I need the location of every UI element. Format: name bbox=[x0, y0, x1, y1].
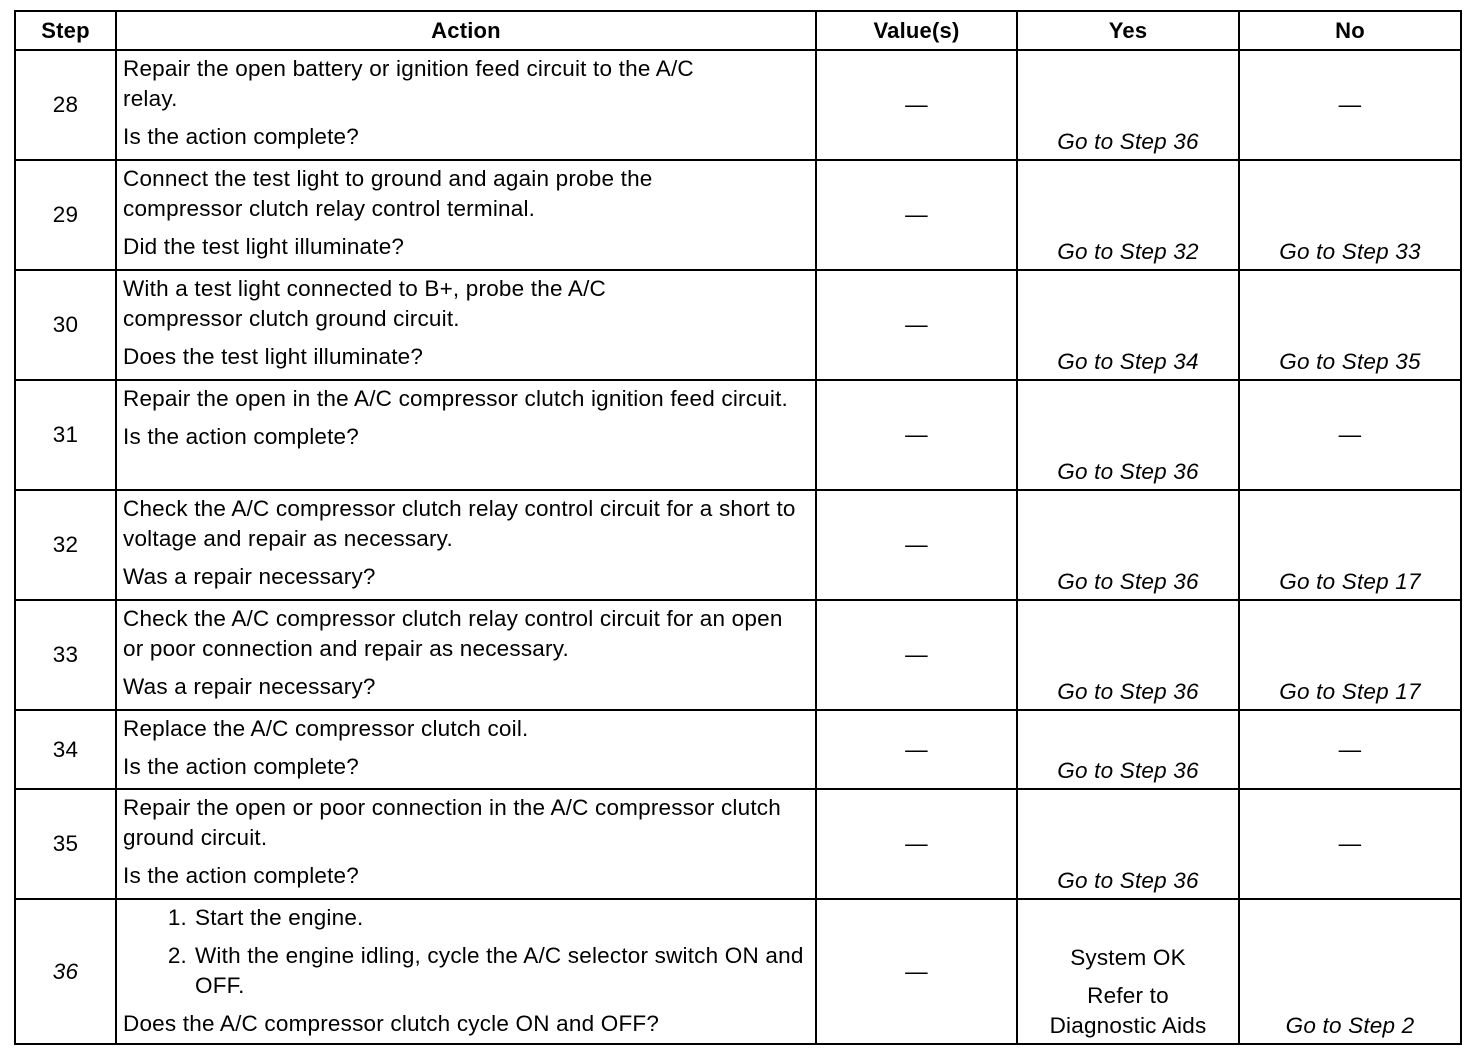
step-number: 36 bbox=[15, 899, 116, 1044]
action-text: Connect the test light to ground and again probe the compressor clutch relay control terminal. bbox=[123, 166, 653, 221]
action-cell bbox=[116, 50, 816, 160]
step-number: 30 bbox=[15, 270, 116, 380]
no-cell: — bbox=[1239, 789, 1461, 899]
action-text: With a test light connected to B+, probe the A/C compressor clutch ground circuit. bbox=[123, 276, 607, 331]
action-text: Check the A/C compressor clutch relay control circuit for an open or poor connection and repair as necessary. bbox=[123, 606, 783, 661]
no-cell: Go to Step 33 bbox=[1239, 160, 1461, 270]
value-cell: — bbox=[816, 490, 1017, 600]
no-cell: — bbox=[1239, 380, 1461, 490]
table-row bbox=[15, 899, 1461, 1044]
yes-line-1: System OK bbox=[1070, 945, 1186, 970]
no-cell: Go to Step 35 bbox=[1239, 270, 1461, 380]
action-question: Was a repair necessary? bbox=[123, 564, 376, 589]
yes-cell bbox=[1017, 899, 1239, 1044]
action-cell bbox=[116, 789, 816, 899]
diagnostic-table bbox=[14, 10, 1462, 1045]
header-step: Step bbox=[15, 11, 116, 50]
no-cell: — bbox=[1239, 710, 1461, 789]
action-question: Is the action complete? bbox=[123, 124, 359, 149]
list-item-number: 2. bbox=[167, 943, 187, 968]
step-number: 29 bbox=[15, 160, 116, 270]
step-number: 34 bbox=[15, 710, 116, 789]
action-question: Is the action complete? bbox=[123, 424, 359, 449]
table-row bbox=[15, 50, 1461, 160]
header-yes: Yes bbox=[1017, 11, 1239, 50]
value-cell: — bbox=[816, 710, 1017, 789]
action-text: Repair the open or poor connection in the A/C compressor clutch ground circuit. bbox=[123, 795, 781, 850]
step-number: 28 bbox=[15, 50, 116, 160]
table-row bbox=[15, 789, 1461, 899]
yes-cell: Go to Step 36 bbox=[1017, 50, 1239, 160]
action-text: Repair the open battery or ignition feed circuit to the A/C relay. bbox=[123, 56, 694, 111]
table-row bbox=[15, 710, 1461, 789]
action-cell bbox=[116, 380, 816, 490]
list-item bbox=[123, 941, 809, 1001]
value-cell: — bbox=[816, 899, 1017, 1044]
table-row bbox=[15, 600, 1461, 710]
yes-line-2: Refer to bbox=[1087, 983, 1169, 1008]
value-cell: — bbox=[816, 600, 1017, 710]
action-question: Does the test light illuminate? bbox=[123, 344, 424, 369]
table-row bbox=[15, 160, 1461, 270]
header-no: No bbox=[1239, 11, 1461, 50]
no-cell: Go to Step 17 bbox=[1239, 600, 1461, 710]
action-text: Repair the open in the A/C compressor clutch ignition feed circuit. bbox=[123, 386, 788, 411]
table-row bbox=[15, 270, 1461, 380]
header-values: Value(s) bbox=[816, 11, 1017, 50]
yes-cell: Go to Step 36 bbox=[1017, 600, 1239, 710]
step-number: 32 bbox=[15, 490, 116, 600]
yes-cell: Go to Step 36 bbox=[1017, 380, 1239, 490]
yes-cell: Go to Step 34 bbox=[1017, 270, 1239, 380]
action-question: Is the action complete? bbox=[123, 754, 359, 779]
no-cell: — bbox=[1239, 50, 1461, 160]
value-cell: — bbox=[816, 160, 1017, 270]
action-cell bbox=[116, 490, 816, 600]
header-row bbox=[15, 11, 1461, 50]
action-cell bbox=[116, 710, 816, 789]
value-cell: — bbox=[816, 50, 1017, 160]
no-cell: Go to Step 17 bbox=[1239, 490, 1461, 600]
step-number: 33 bbox=[15, 600, 116, 710]
action-question: Was a repair necessary? bbox=[123, 674, 376, 699]
numbered-steps bbox=[123, 903, 809, 1001]
action-question: Is the action complete? bbox=[123, 863, 359, 888]
action-cell bbox=[116, 600, 816, 710]
value-cell: — bbox=[816, 270, 1017, 380]
yes-cell: Go to Step 32 bbox=[1017, 160, 1239, 270]
yes-cell: Go to Step 36 bbox=[1017, 490, 1239, 600]
action-question: Did the test light illuminate? bbox=[123, 234, 405, 259]
header-action: Action bbox=[116, 11, 816, 50]
step-number: 35 bbox=[15, 789, 116, 899]
yes-cell: Go to Step 36 bbox=[1017, 710, 1239, 789]
action-cell bbox=[116, 270, 816, 380]
yes-cell: Go to Step 36 bbox=[1017, 789, 1239, 899]
yes-line-3: Diagnostic Aids bbox=[1049, 1013, 1207, 1038]
action-cell bbox=[116, 899, 816, 1044]
step-number: 31 bbox=[15, 380, 116, 490]
list-item-number: 1. bbox=[167, 905, 187, 930]
action-cell bbox=[116, 160, 816, 270]
table-row bbox=[15, 380, 1461, 490]
list-item-text: Start the engine. bbox=[195, 905, 364, 930]
action-text: Check the A/C compressor clutch relay control circuit for a short to voltage and repair as necessary. bbox=[123, 496, 796, 551]
table-row bbox=[15, 490, 1461, 600]
value-cell: — bbox=[816, 380, 1017, 490]
action-text: Replace the A/C compressor clutch coil. bbox=[123, 716, 529, 741]
no-cell: Go to Step 2 bbox=[1239, 899, 1461, 1044]
list-item bbox=[123, 903, 809, 933]
action-question: Does the A/C compressor clutch cycle ON and OFF? bbox=[123, 1011, 660, 1036]
list-item-text: With the engine idling, cycle the A/C selector switch ON and OFF. bbox=[195, 943, 804, 998]
value-cell: — bbox=[816, 789, 1017, 899]
